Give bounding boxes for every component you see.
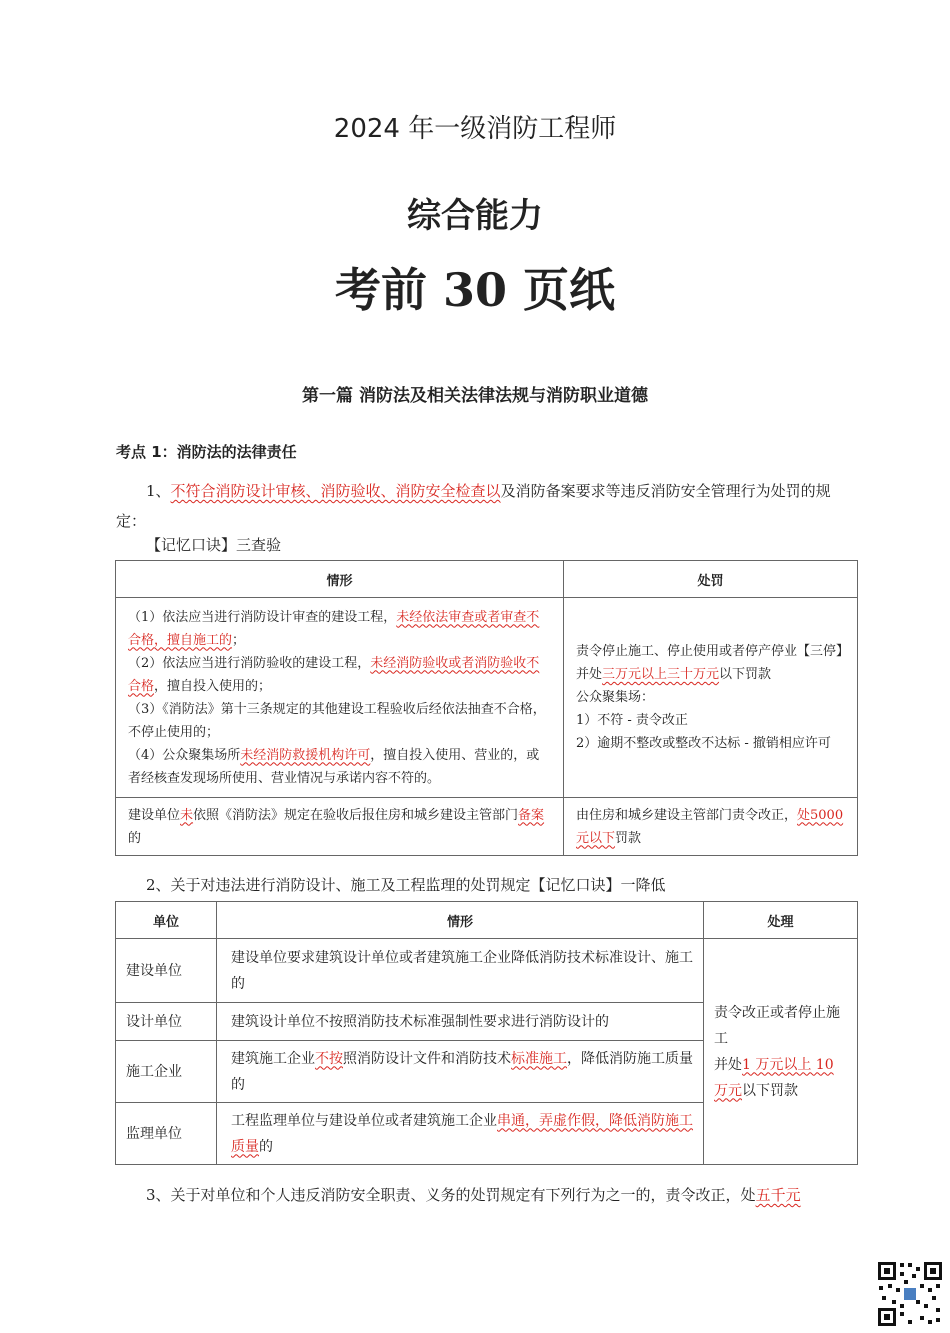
point-heading: 考点 1：消防法的法律责任 — [116, 443, 297, 461]
situation-cell: 建设单位要求建筑设计单位或者建筑施工企业降低消防技术标准设计、施工的 — [217, 939, 704, 1003]
header-situation: 情形 — [116, 561, 564, 598]
qr-code-icon — [876, 1260, 944, 1328]
part-heading: 第一篇 消防法及相关法律法规与消防职业道德 — [302, 386, 648, 406]
penalty-table-2 — [115, 901, 858, 1165]
table-header-row — [116, 561, 858, 598]
situation-cell: （1）依法应当进行消防设计审查的建设工程，未经依法审查或者审查不合格，擅自施工的； （2）依法应当进行消防验收的建设工程，未经消防验收或者消防验收不合格，擅自投入使用的； （3）《消防法》第十三条规定的其他建设工程验收后经依法抽查不合格，不停止使用的； （4）公众聚集场所未经消防救援机构许可，擅自投入使用、营业的，或者经核查发现场所使用、营业情况与承诺内容不符的。 — [116, 598, 564, 798]
header-situation: 情形 — [217, 902, 704, 939]
unit-cell: 设计单位 — [116, 1003, 217, 1041]
header-handle: 处理 — [704, 902, 858, 939]
doc-title-year: 2024 年一级消防工程师 — [333, 114, 617, 144]
doc-title-subject: 综合能力 — [407, 196, 543, 236]
mnemonic-1: 【记忆口诀】三查验 — [146, 536, 282, 554]
header-unit: 单位 — [116, 902, 217, 939]
p1-rest: 及消防备案要求等违反消防安全管理行为处罚的规定： — [116, 482, 831, 530]
paragraph-1 — [116, 476, 858, 536]
unit-cell: 施工企业 — [116, 1041, 217, 1103]
table-header-row — [116, 902, 858, 939]
table-row — [116, 798, 858, 856]
situation-cell: 工程监理单位与建设单位或者建筑施工企业串通，弄虚作假，降低消防施工质量的 — [217, 1103, 704, 1165]
handle-cell: 责令改正或者停止施工 并处1 万元以上 10 万元以下罚款 — [704, 939, 858, 1165]
paragraph-2: 2、关于对违法进行消防设计、施工及工程监理的处罚规定【记忆口诀】一降低 — [146, 876, 666, 894]
table-row — [116, 939, 858, 1003]
unit-cell: 监理单位 — [116, 1103, 217, 1165]
unit-cell: 建设单位 — [116, 939, 217, 1003]
penalty-table-1 — [115, 560, 858, 856]
paragraph-3: 3、关于对单位和个人违反消防安全职责、义务的处罚规定有下列行为之一的，责令改正，处五千元 — [146, 1186, 801, 1204]
doc-title-main: 考前 30 页纸 — [334, 263, 616, 317]
penalty-cell: 责令停止施工、停止使用或者停产停业【三停】 并处三万元以上三十万元以下罚款 公众聚集场： 1）不符 - 责令改正 2）逾期不整改或整改不达标 - 撤销相应许可 — [564, 598, 858, 798]
p1-prefix: 1、 — [146, 482, 171, 500]
penalty-cell: 由住房和城乡建设主管部门责令改正，处5000 元以下罚款 — [564, 798, 858, 856]
situation-cell: 建筑施工企业不按照消防设计文件和消防技术标准施工，降低消防施工质量的 — [217, 1041, 704, 1103]
header-penalty: 处罚 — [564, 561, 858, 598]
situation-cell: 建筑设计单位不按照消防技术标准强制性要求进行消防设计的 — [217, 1003, 704, 1041]
p1-highlight: 不符合消防设计审核、消防验收、消防安全检查以 — [170, 482, 501, 500]
situation-cell: 建设单位未依照《消防法》规定在验收后报住房和城乡建设主管部门备案的 — [116, 798, 564, 856]
table-row — [116, 598, 858, 798]
